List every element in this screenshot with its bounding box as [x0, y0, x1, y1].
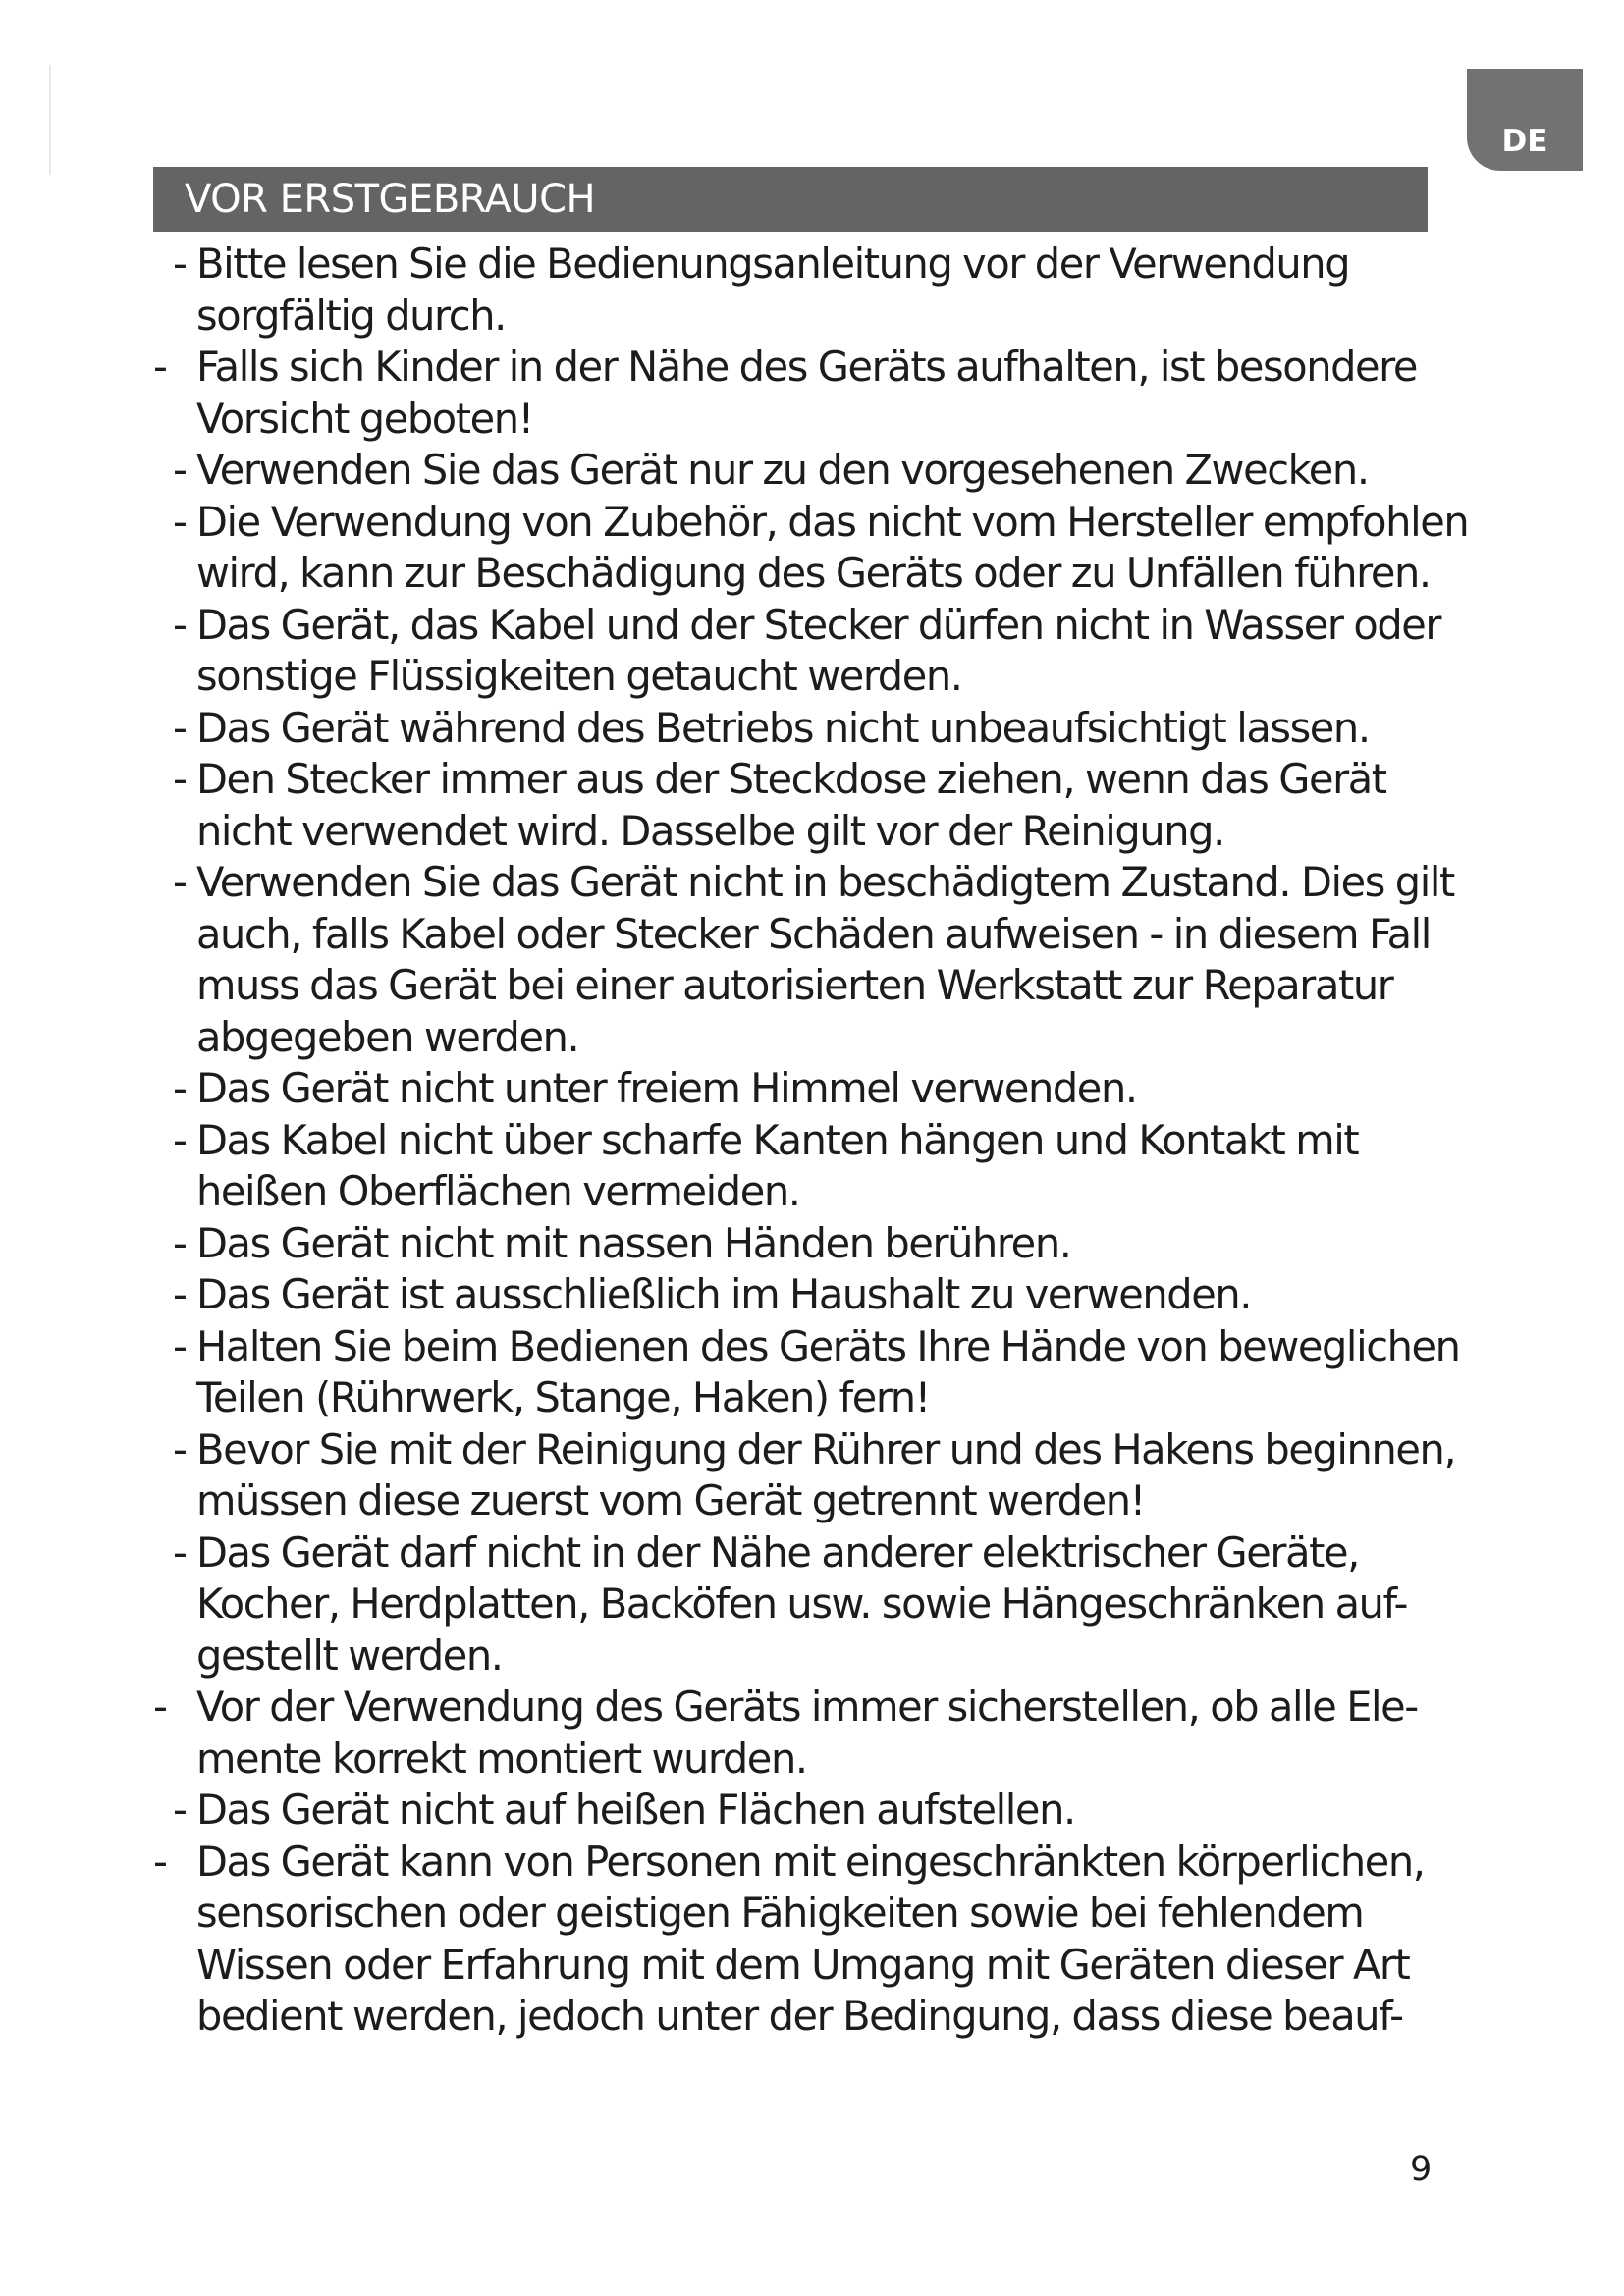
item-line: nicht verwendet wird. Dasselbe gilt vor der Reinigung. — [196, 806, 1224, 855]
dash-bullet: - — [173, 497, 187, 546]
dash-bullet: - — [173, 858, 187, 906]
item-line: Vorsicht geboten! — [196, 394, 533, 443]
dash-bullet: - — [153, 1837, 167, 1886]
item-line: muss das Gerät bei einer autorisierten Werkstatt zur Reparatur — [196, 961, 1393, 1009]
section-title: VOR ERSTGEBRAUCH — [153, 167, 1428, 232]
dash-bullet: - — [153, 1682, 167, 1731]
list-item — [147, 1115, 1483, 1218]
language-tab: DE — [1467, 69, 1583, 171]
item-line: Das Gerät nicht unter freiem Himmel verwenden. — [196, 1064, 1137, 1112]
item-line: Das Gerät nicht mit nassen Händen berühren. — [196, 1218, 1071, 1267]
margin-line — [49, 65, 51, 175]
item-line: Kocher, Herdplatten, Backöfen usw. sowie Hängeschränken auf- — [196, 1579, 1408, 1628]
dash-bullet: - — [173, 240, 187, 288]
dash-bullet: - — [173, 600, 187, 649]
item-line: Falls sich Kinder in der Nähe des Geräts aufhalten, ist besondere — [196, 343, 1418, 391]
item-line: sonstige Flüssigkeiten getaucht werden. — [196, 652, 962, 700]
item-line: abgegeben werden. — [196, 1012, 579, 1061]
list-item — [147, 342, 1483, 445]
item-line: Den Stecker immer aus der Steckdose ziehen, wenn das Gerät — [196, 755, 1386, 803]
item-line: mente korrekt montiert wurden. — [196, 1734, 807, 1783]
list-item — [147, 703, 1483, 755]
list-item — [147, 1269, 1483, 1321]
list-item — [147, 754, 1483, 857]
item-line: Das Gerät darf nicht in der Nähe anderer elektrischer Geräte, — [196, 1527, 1359, 1576]
item-line: Das Gerät kann von Personen mit eingeschränkten körperlichen, — [196, 1837, 1425, 1886]
list-item — [147, 1682, 1483, 1785]
list-item — [147, 600, 1483, 703]
list-item — [147, 239, 1483, 342]
list-item — [147, 1527, 1483, 1682]
list-item — [147, 1424, 1483, 1527]
list-item — [147, 1837, 1483, 2043]
item-line: Verwenden Sie das Gerät nur zu den vorgesehenen Zwecken. — [196, 446, 1369, 494]
item-line: gestellt werden. — [196, 1630, 503, 1680]
item-line: Das Gerät während des Betriebs nicht unbeaufsichtigt lassen. — [196, 703, 1370, 752]
item-line: Das Gerät nicht auf heißen Flächen aufstellen. — [196, 1786, 1075, 1834]
list-item — [147, 1785, 1483, 1837]
dash-bullet: - — [173, 1424, 187, 1473]
dash-bullet: - — [173, 1270, 187, 1318]
item-line: Das Kabel nicht über scharfe Kanten hängen und Kontakt mit — [196, 1115, 1359, 1164]
item-line: Das Gerät ist ausschließlich im Haushalt zu verwenden. — [196, 1270, 1252, 1318]
item-line: sensorischen oder geistigen Fähigkeiten sowie bei fehlendem — [196, 1889, 1364, 1937]
list-item — [147, 445, 1483, 497]
dash-bullet: - — [173, 446, 187, 494]
item-line: Teilen (Rührwerk, Stange, Haken) fern! — [196, 1373, 930, 1421]
dash-bullet: - — [153, 343, 167, 391]
item-line: Verwenden Sie das Gerät nicht in beschädigtem Zustand. Dies gilt — [196, 858, 1454, 906]
item-line: Bevor Sie mit der Reinigung der Rührer und des Hakens beginnen, — [196, 1424, 1456, 1473]
item-line: Halten Sie beim Bedienen des Geräts Ihre Hände von beweglichen — [196, 1321, 1460, 1370]
item-line: Die Verwendung von Zubehör, das nicht vom Hersteller empfohlen — [196, 497, 1469, 546]
page-number: 9 — [1410, 2150, 1433, 2189]
instruction-list — [147, 239, 1483, 2043]
dash-bullet: - — [173, 1527, 187, 1576]
item-line: Bitte lesen Sie die Bedienungsanleitung vor der Verwendung — [196, 240, 1350, 288]
item-line: bedient werden, jedoch unter der Bedingung, dass diese beauf- — [196, 1992, 1403, 2040]
list-item — [147, 1063, 1483, 1115]
item-line: heißen Oberflächen vermeiden. — [196, 1167, 800, 1215]
dash-bullet: - — [173, 1115, 187, 1164]
item-line: auch, falls Kabel oder Stecker Schäden aufweisen - in diesem Fall — [196, 909, 1431, 958]
dash-bullet: - — [173, 1218, 187, 1267]
item-line: sorgfältig durch. — [196, 291, 506, 340]
dash-bullet: - — [173, 703, 187, 752]
dash-bullet: - — [173, 755, 187, 803]
item-line: Das Gerät, das Kabel und der Stecker dürfen nicht in Wasser oder — [196, 600, 1441, 649]
dash-bullet: - — [173, 1064, 187, 1112]
list-item — [147, 1218, 1483, 1270]
dash-bullet: - — [173, 1321, 187, 1370]
list-item — [147, 497, 1483, 600]
item-line: müssen diese zuerst vom Gerät getrennt werden! — [196, 1476, 1145, 1524]
dash-bullet: - — [173, 1786, 187, 1834]
item-line: Wissen oder Erfahrung mit dem Umgang mit Geräten dieser Art — [196, 1940, 1410, 1989]
item-line: wird, kann zur Beschädigung des Geräts oder zu Unfällen führen. — [196, 549, 1431, 597]
list-item — [147, 1321, 1483, 1424]
list-item — [147, 857, 1483, 1063]
item-line: Vor der Verwendung des Geräts immer sicherstellen, ob alle Ele- — [196, 1682, 1418, 1731]
